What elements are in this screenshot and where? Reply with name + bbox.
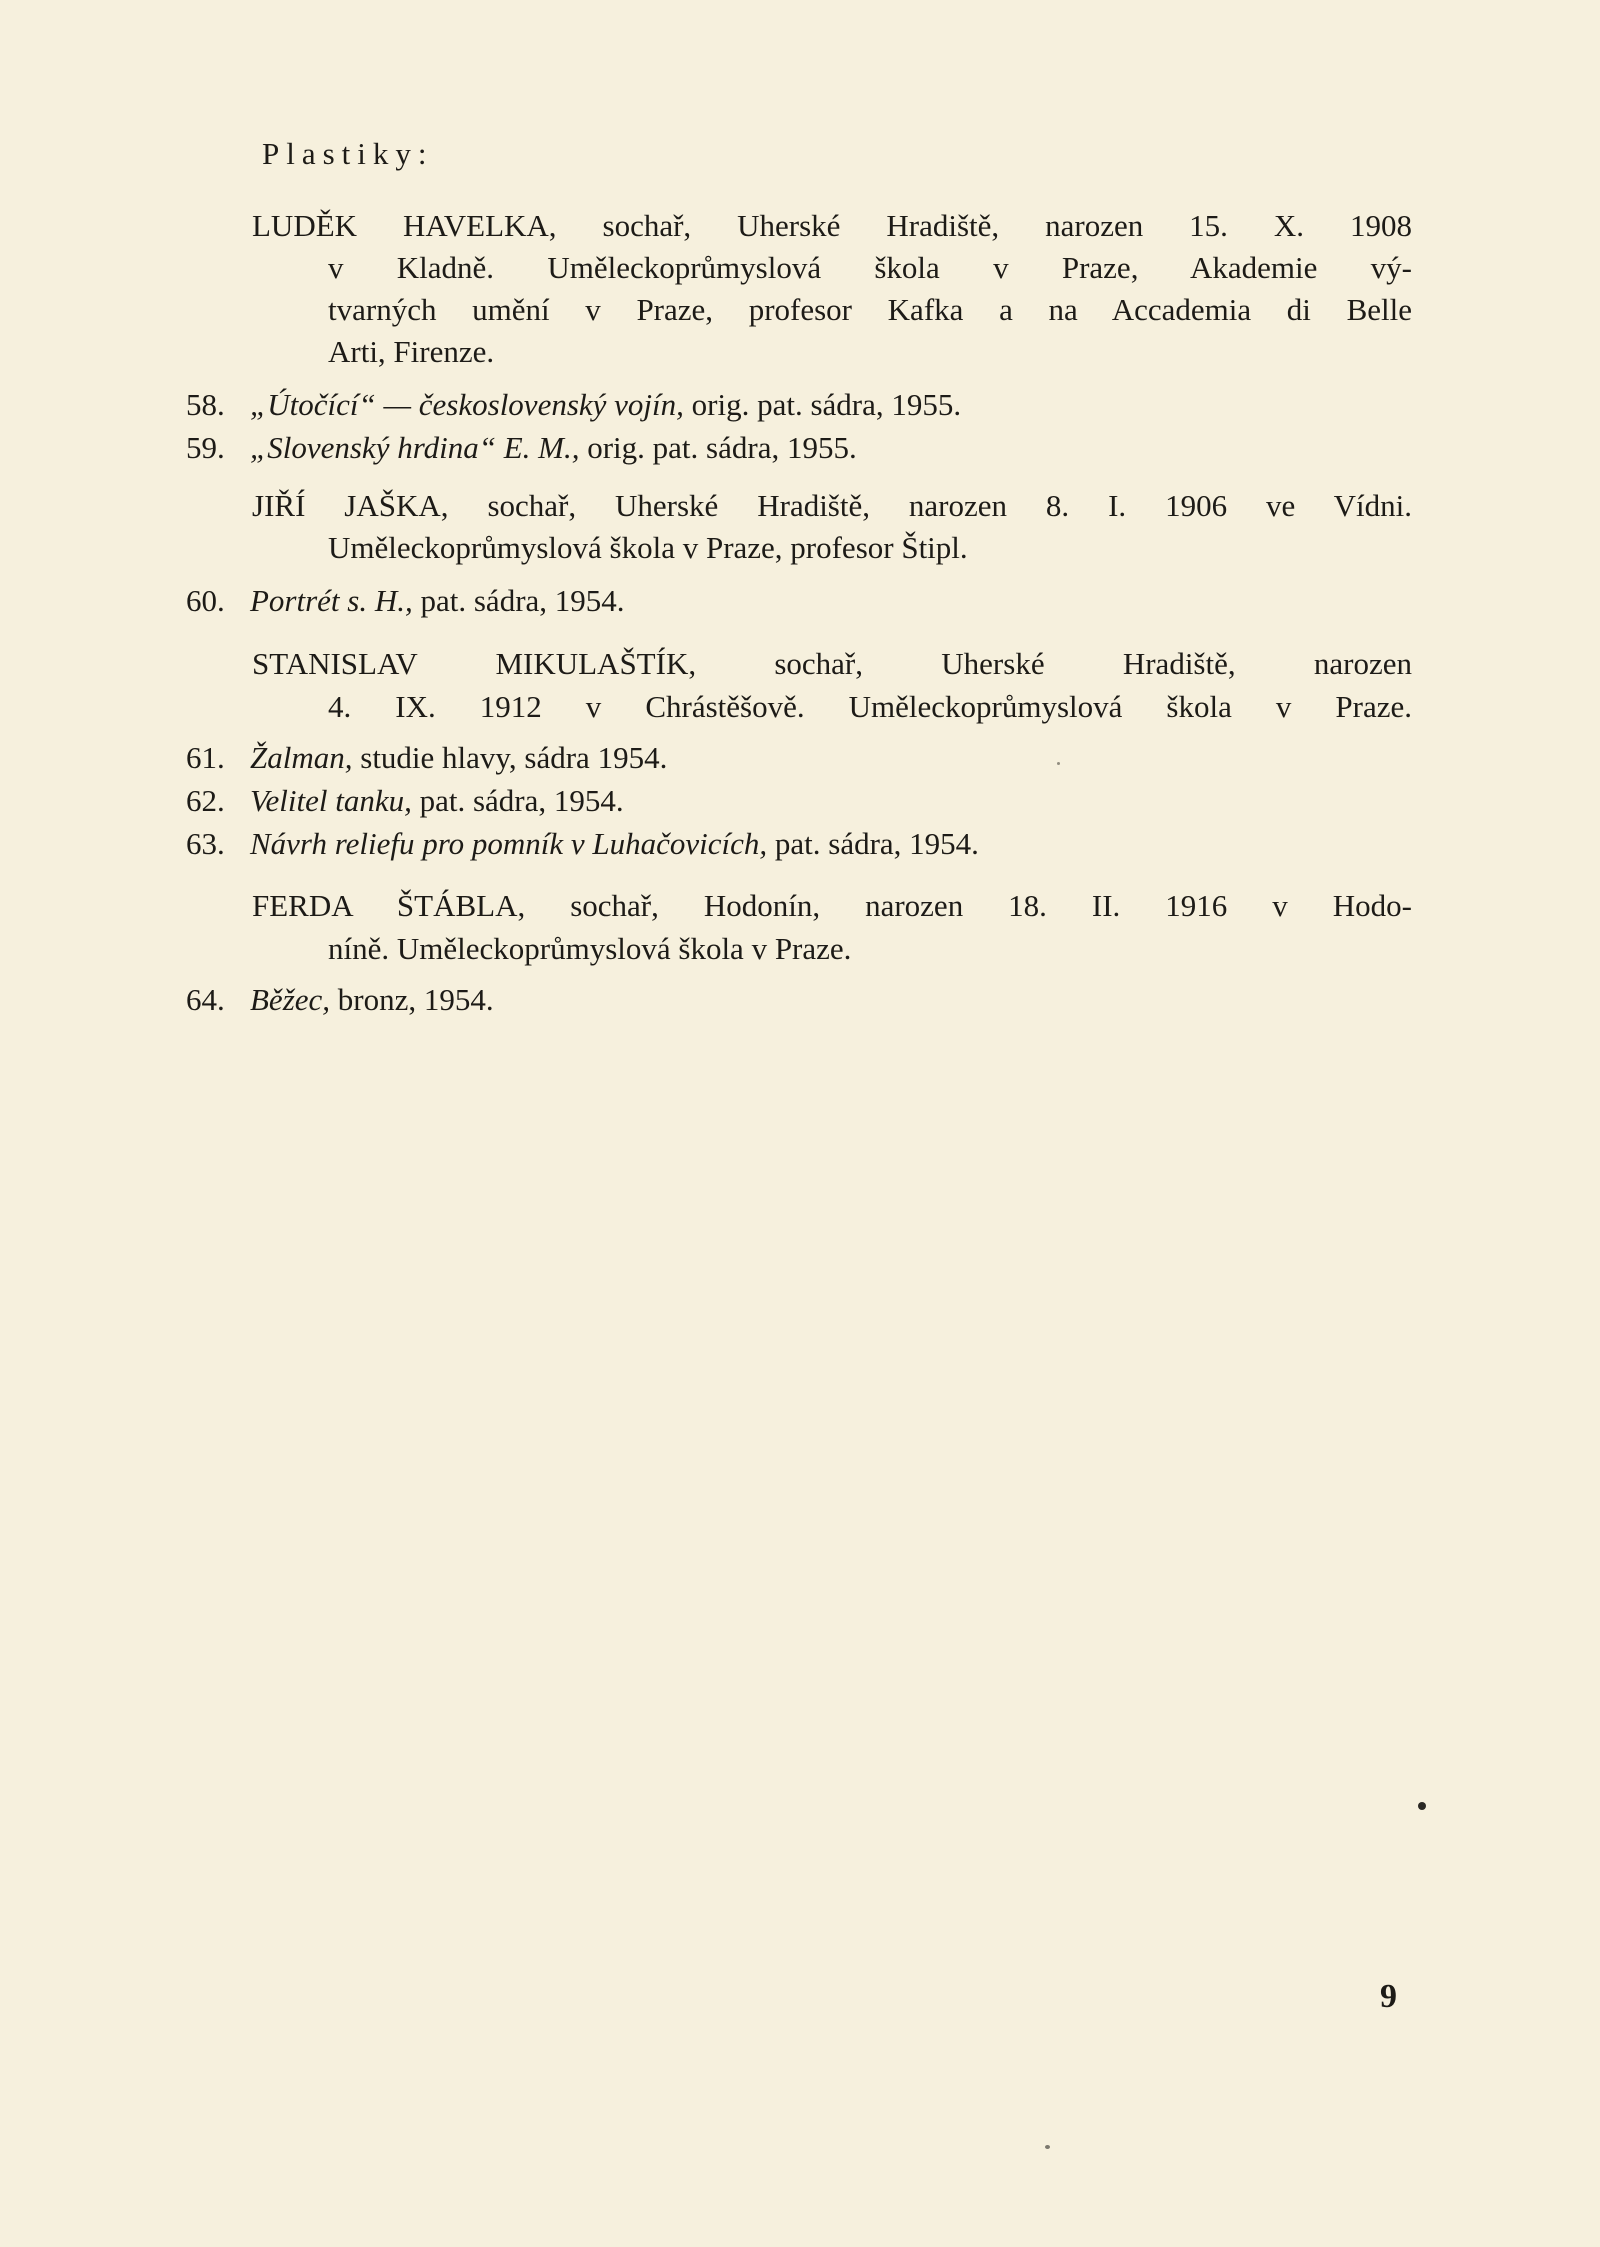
section-title: Plastiky:	[262, 136, 434, 171]
artist-bio-line: tvarných umění v Praze, profesor Kafka a na Accademia di Belle	[328, 292, 1412, 327]
artist-bio-line: níně. Uměleckoprůmyslová škola v Praze.	[328, 931, 852, 966]
artist-bio-line: FERDA ŠTÁBLA, sochař, Hodonín, narozen 18. II. 1916 v Hodo-	[252, 888, 1412, 923]
artist-bio-line: JIŘÍ JAŠKA, sochař, Uherské Hradiště, narozen 8. I. 1906 ve Vídni.	[252, 488, 1412, 523]
entry-details: pat. sádra, 1954.	[419, 783, 624, 818]
artist-bio-line: LUDĚK HAVELKA, sochař, Uherské Hradiště, narozen 15. X. 1908	[252, 208, 1412, 243]
entry-title: Běžec,	[250, 982, 331, 1017]
entry-details: bronz, 1954.	[337, 982, 494, 1017]
page-number: 9	[1380, 1978, 1397, 2015]
catalog-entry	[186, 742, 667, 773]
entry-number: 60.	[186, 583, 225, 618]
catalog-entry	[186, 828, 979, 859]
catalog-entry	[186, 389, 961, 420]
entry-number: 62.	[186, 783, 225, 818]
entry-title: „Slovenský hrdina“ E. M.,	[250, 430, 580, 465]
entry-details: pat. sádra, 1954.	[774, 826, 979, 861]
paper-speck	[1418, 1802, 1426, 1810]
catalog-entry	[186, 432, 857, 463]
entry-number: 58.	[186, 387, 225, 422]
entry-number: 64.	[186, 982, 225, 1017]
entry-details: orig. pat. sádra, 1955.	[587, 430, 857, 465]
entry-title: „Útočící“ — československý vojín,	[250, 387, 684, 422]
catalog-entry	[186, 984, 494, 1015]
entry-title: Velitel tanku,	[250, 783, 412, 818]
artist-bio-line: Arti, Firenze.	[328, 334, 495, 369]
artist-bio-line: v Kladně. Uměleckoprůmyslová škola v Praze, Akademie vý-	[328, 250, 1412, 285]
entry-details: studie hlavy, sádra 1954.	[360, 740, 668, 775]
paper-speck	[1057, 762, 1060, 765]
artist-bio-line: 4. IX. 1912 v Chrástěšově. Uměleckoprůmyslová škola v Praze.	[328, 689, 1412, 724]
entry-number: 63.	[186, 826, 225, 861]
entry-title: Žalman,	[250, 740, 353, 775]
artist-bio-line: Uměleckoprůmyslová škola v Praze, profesor Štipl.	[328, 530, 968, 565]
artist-bio-line: STANISLAV MIKULAŠTÍK, sochař, Uherské Hradiště, narozen	[252, 646, 1412, 681]
entry-number: 59.	[186, 430, 225, 465]
entry-title: Portrét s. H.,	[250, 583, 413, 618]
catalog-entry	[186, 585, 625, 616]
paper-speck	[1045, 2145, 1050, 2149]
entry-details: orig. pat. sádra, 1955.	[691, 387, 962, 422]
entry-details: pat. sádra, 1954.	[420, 583, 625, 618]
catalog-entry	[186, 785, 624, 816]
entry-title: Návrh reliefu pro pomník v Luhačovicích,	[250, 826, 768, 861]
entry-number: 61.	[186, 740, 225, 775]
